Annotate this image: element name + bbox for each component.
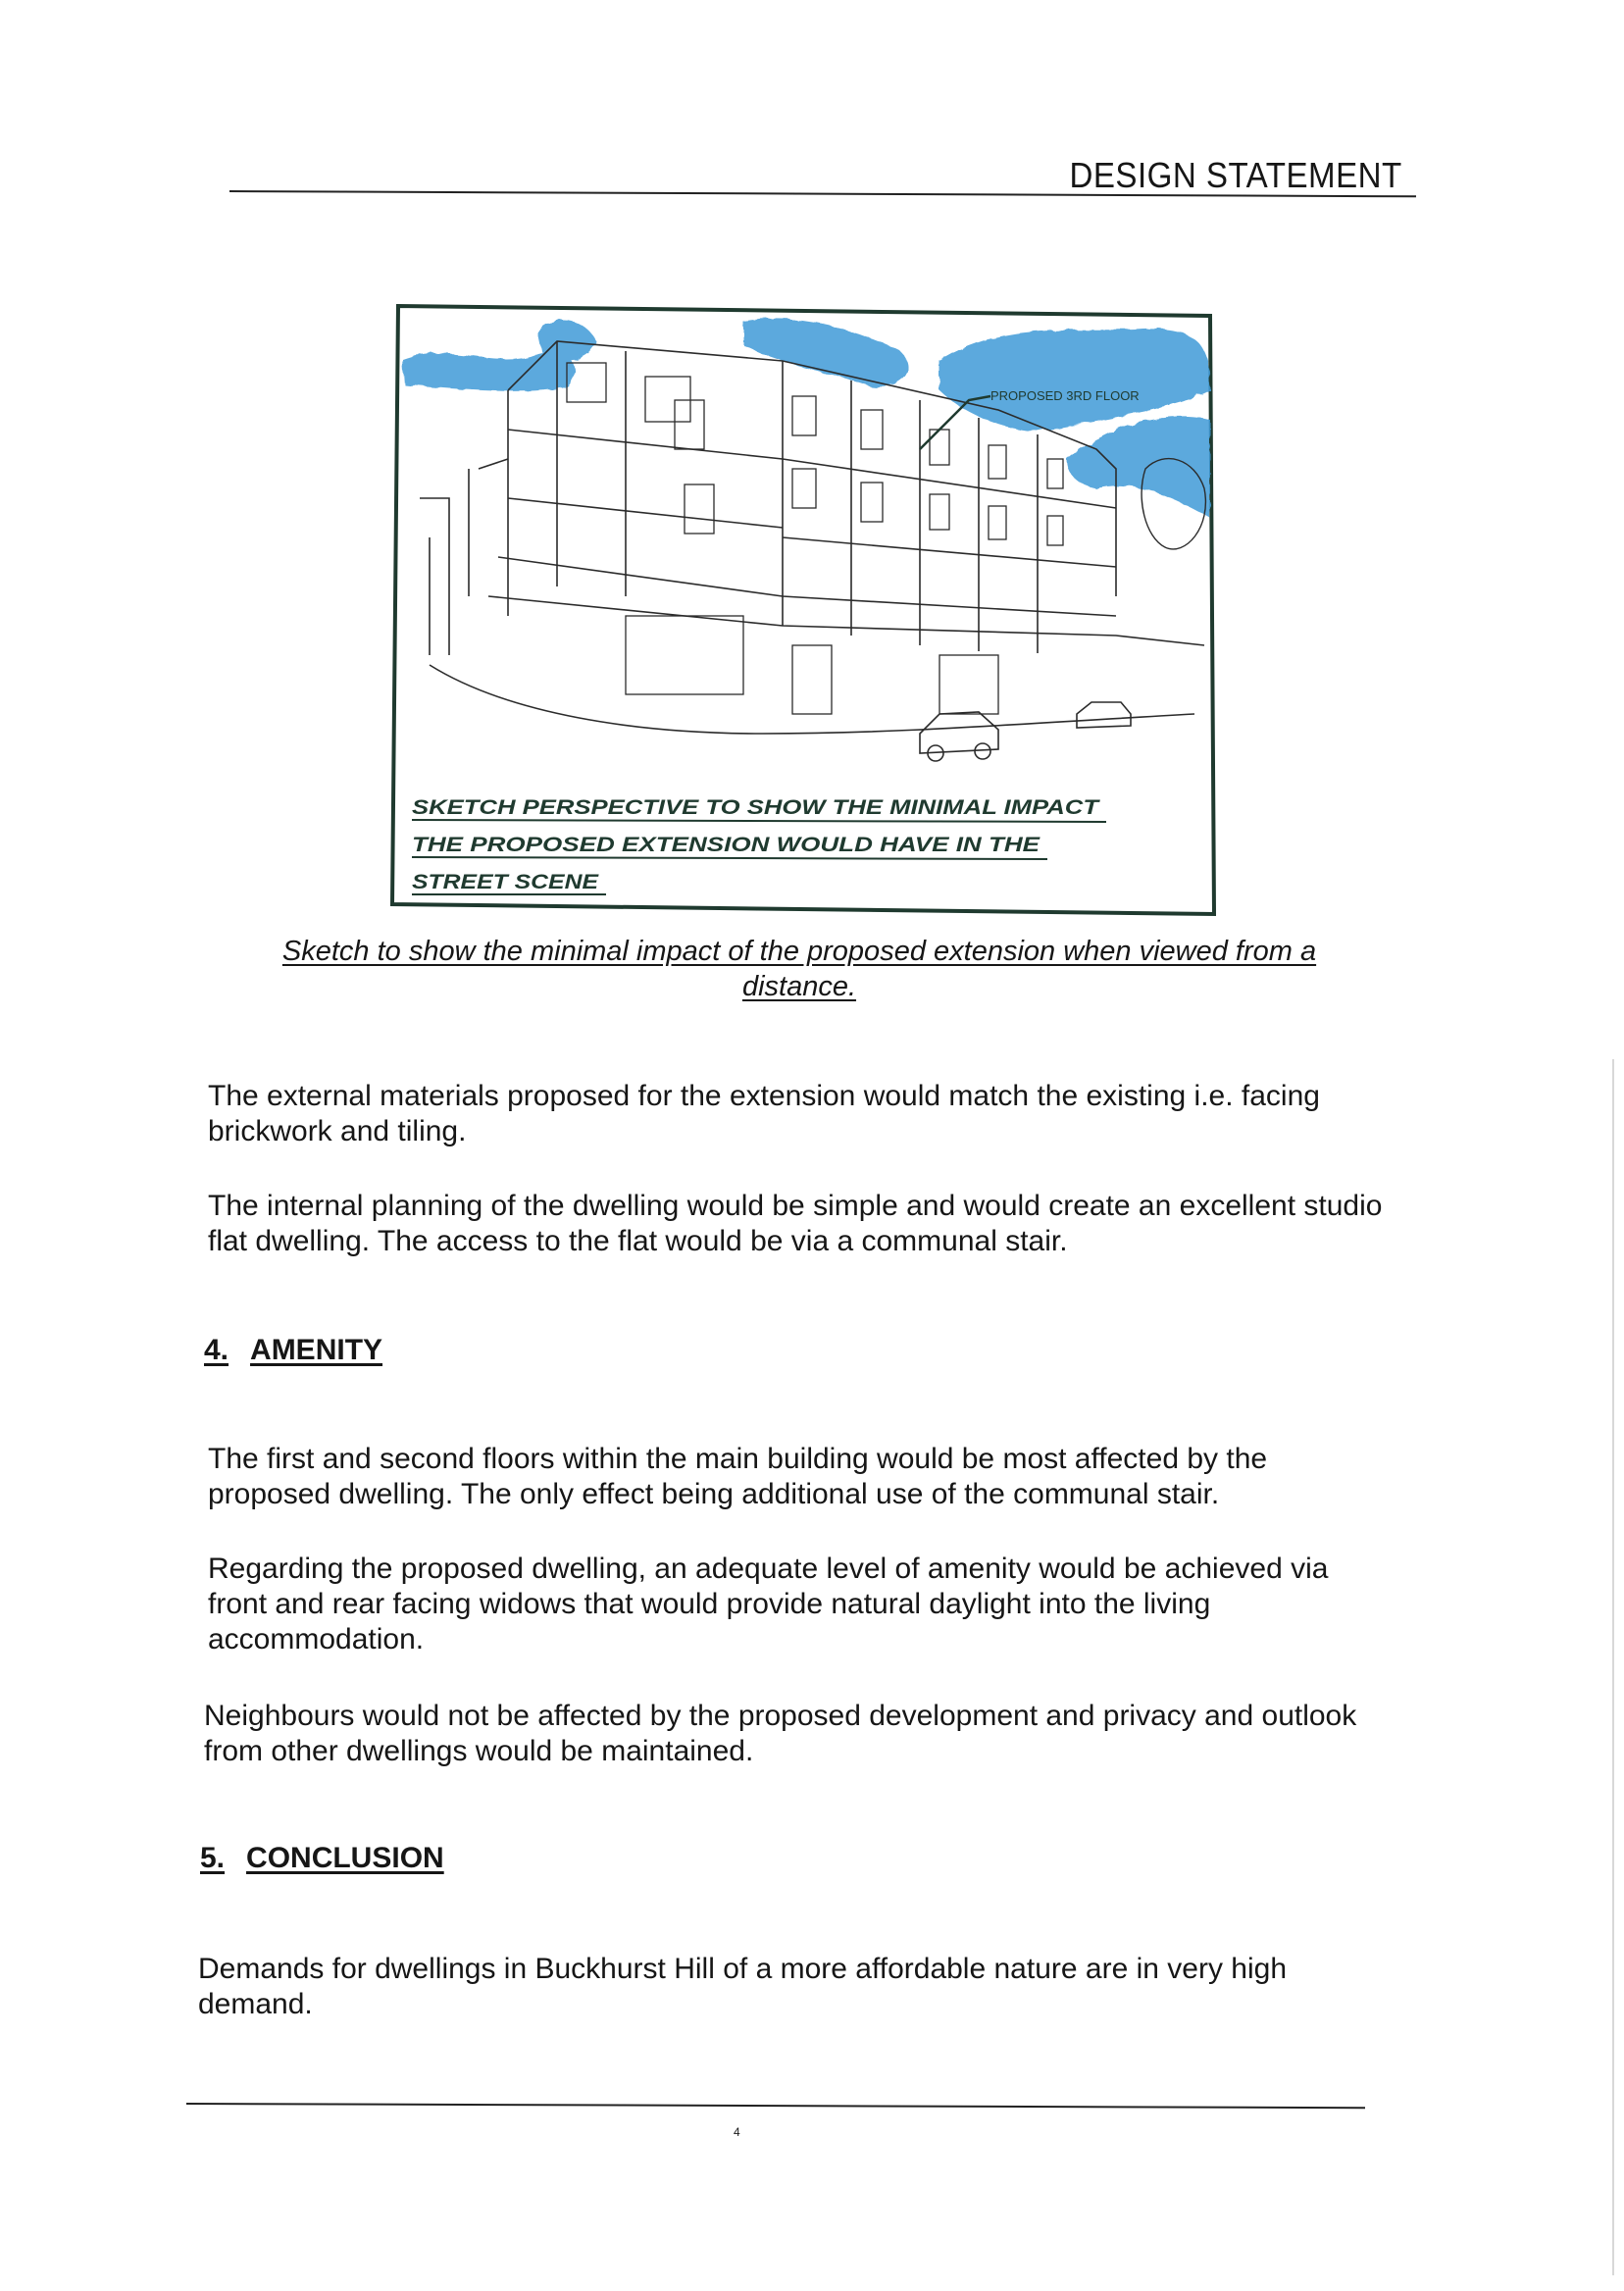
amenity-number: 4.: [204, 1334, 229, 1366]
scan-edge-line: [1612, 1059, 1614, 2275]
amenity-paragraph-2: Regarding the proposed dwelling, an adequate level of amenity would be achieved via front and rear facing widows that would provide natural daylight into the living accommodation.: [208, 1553, 1329, 1655]
paragraph-planning: The internal planning of the dwelling would be simple and would create an excellent studio flat dwelling. The access to the flat would be via a communal stair.: [208, 1190, 1383, 1257]
amenity-title: AMENITY: [250, 1334, 383, 1366]
conclusion-paragraph-1: Demands for dwellings in Buckhurst Hill of a more affordable nature are in very high demand.: [198, 1953, 1287, 2020]
section-heading-conclusion: [200, 1842, 444, 1875]
sketch-annotation: PROPOSED 3RD FLOOR: [990, 388, 1140, 403]
paragraph-materials: The external materials proposed for the extension would match the existing i.e. facing brickwork and tiling.: [208, 1080, 1320, 1147]
figure-caption: Sketch to show the minimal impact of the proposed extension when viewed from a distance.: [281, 936, 1317, 1002]
amenity-paragraph-1: The first and second floors within the main building would be most affected by the proposed dwelling. The only effect being additional use of the communal stair.: [208, 1443, 1268, 1510]
conclusion-title: CONCLUSION: [246, 1842, 444, 1874]
page-number: 4: [734, 2125, 740, 2139]
footer-rule: [186, 2103, 1365, 2109]
sketch-illustration: [390, 302, 1216, 918]
sketch-note-line-1: SKETCH PERSPECTIVE TO SHOW THE MINIMAL IMPACT: [412, 796, 1101, 819]
header-title: DESIGN STATEMENT: [1069, 155, 1402, 195]
amenity-paragraph-3: Neighbours would not be affected by the proposed development and privacy and outlook from other dwellings would be maintained.: [204, 1700, 1357, 1767]
sketch-note-line-3: STREET SCENE: [412, 871, 600, 893]
section-heading-amenity: [204, 1334, 382, 1367]
street-sketch: [390, 302, 1216, 918]
conclusion-number: 5.: [200, 1842, 226, 1874]
sketch-note-line-2: THE PROPOSED EXTENSION WOULD HAVE IN THE: [412, 834, 1041, 856]
